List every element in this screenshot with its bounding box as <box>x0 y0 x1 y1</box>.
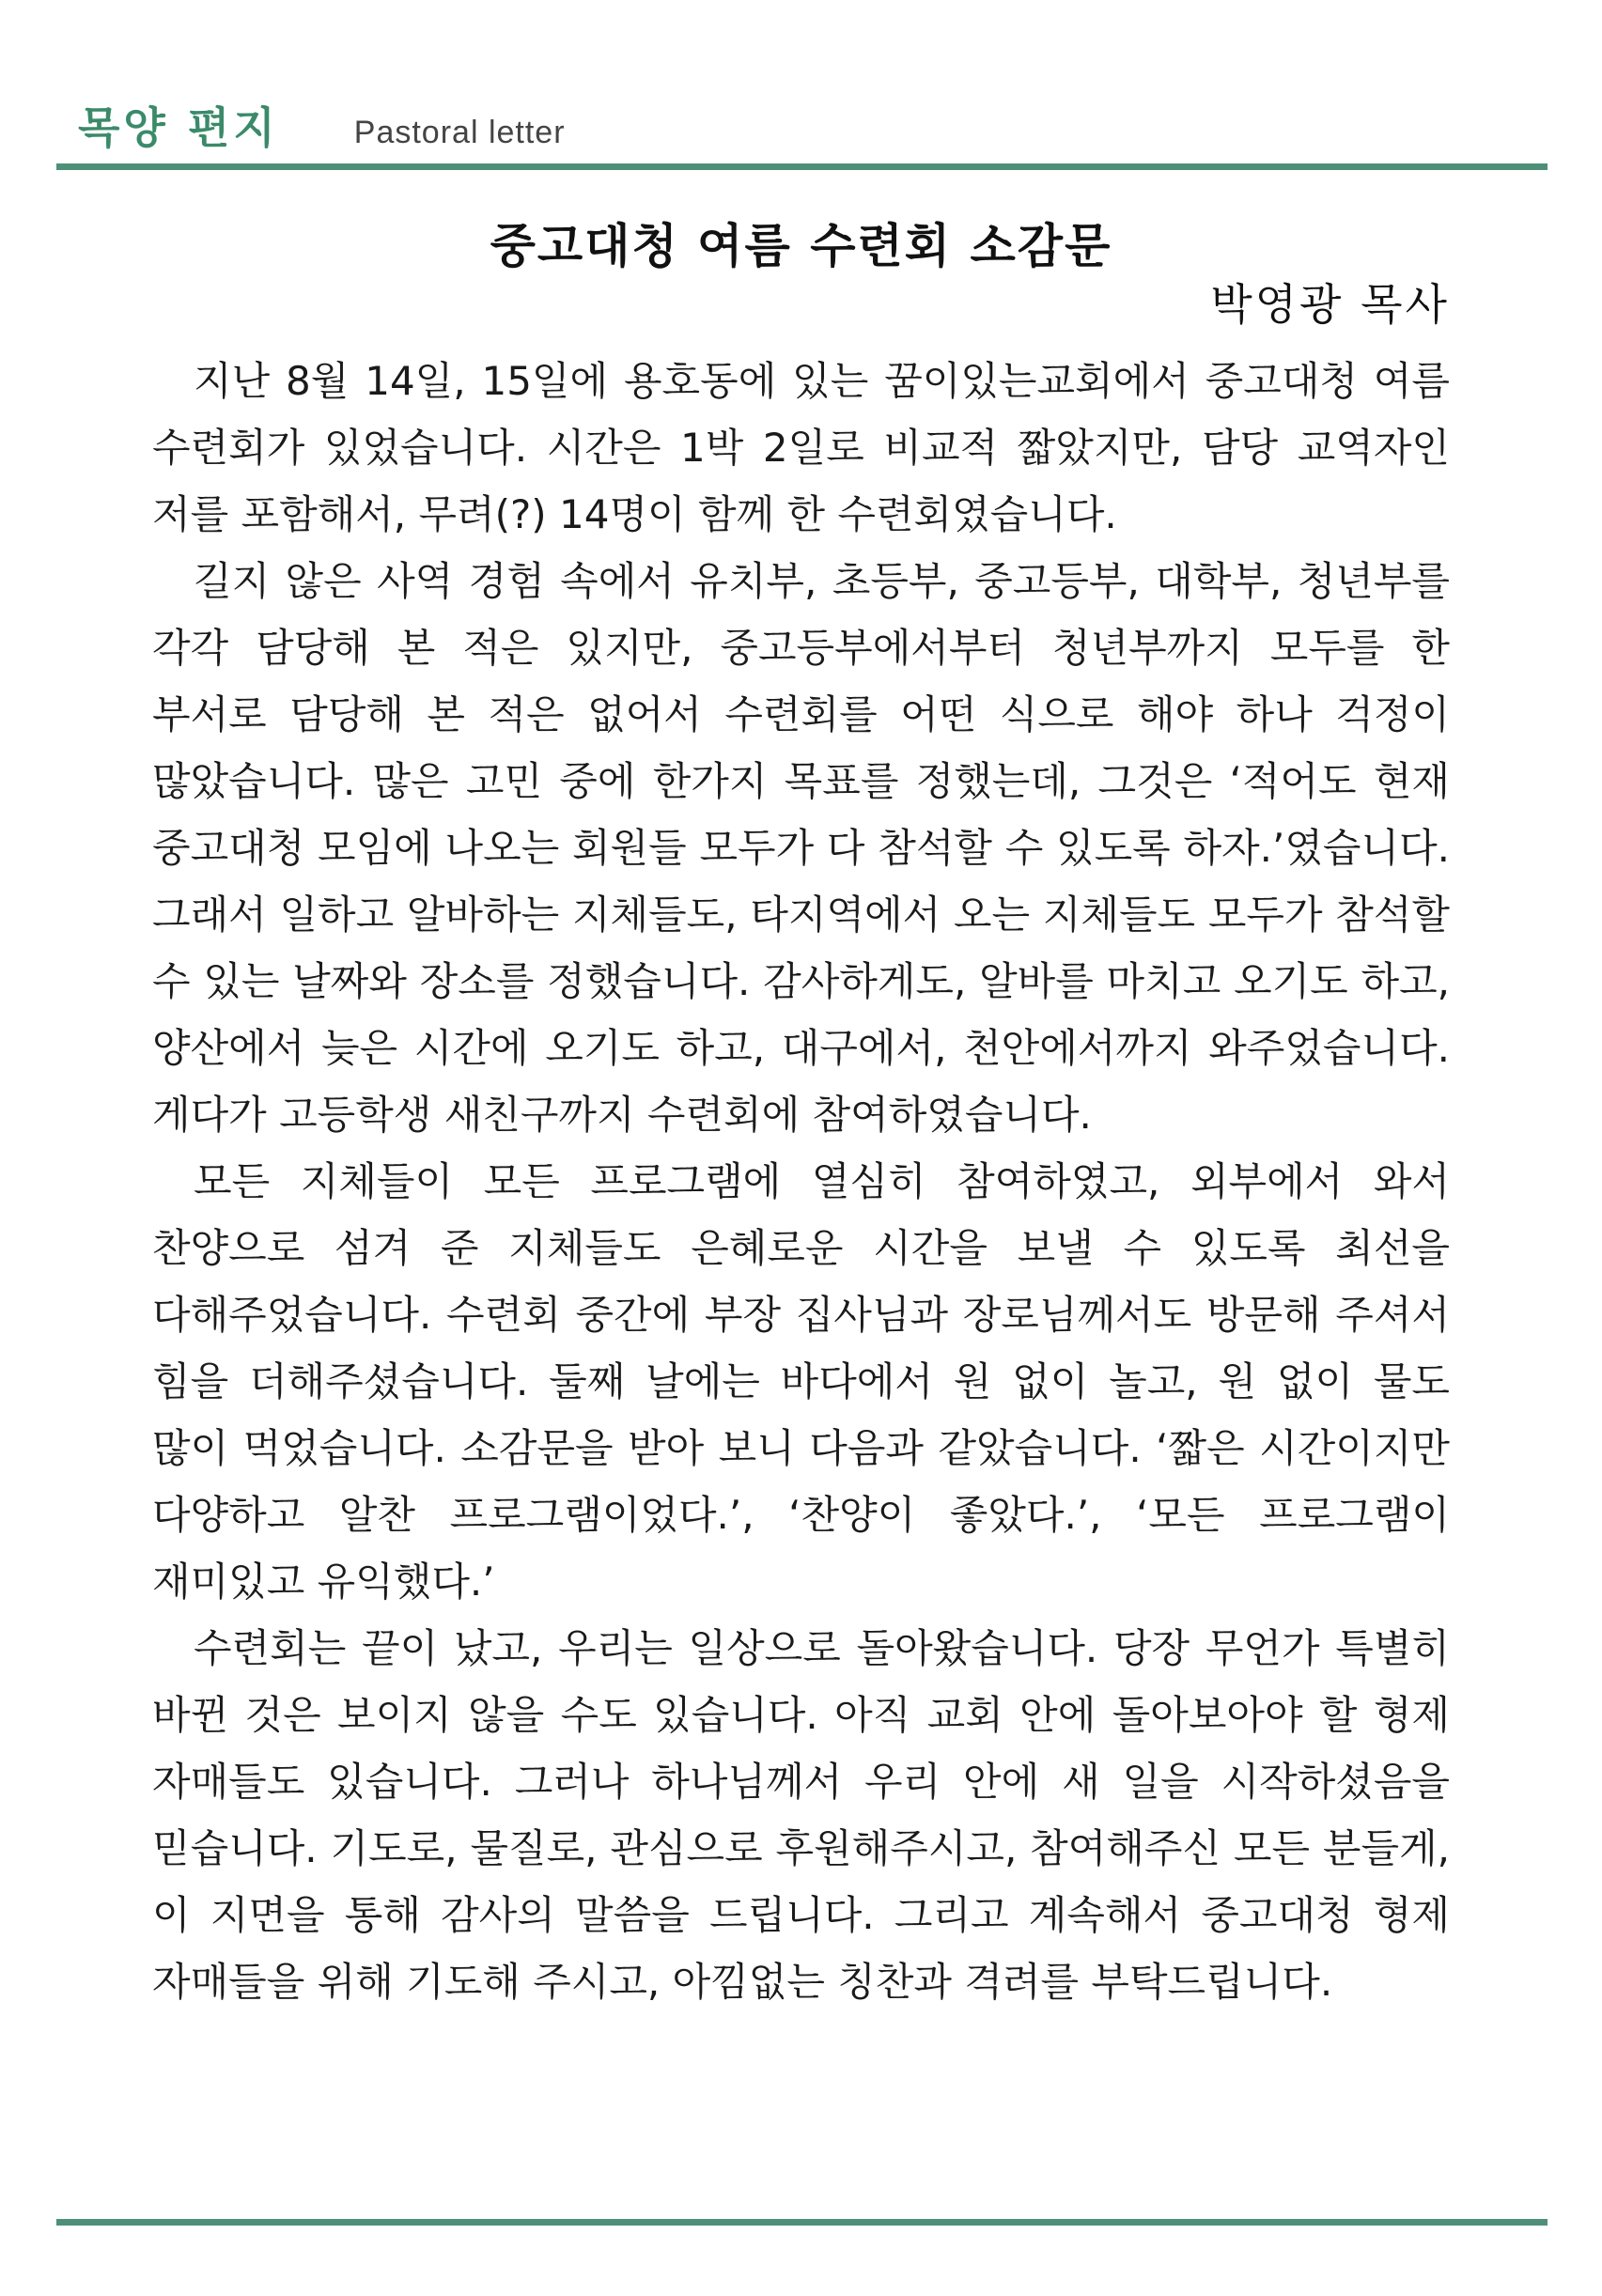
page-header <box>78 94 566 156</box>
paragraph: 수련회는 끝이 났고, 우리는 일상으로 돌아왔습니다. 당장 무언가 특별히 바뀐 것은 보이지 않을 수도 있습니다. 아직 교회 안에 돌아보아야 할 형제 자매들도 있습니다. 그러나 하나님께서 우리 안에 새 일을 시작하셨음을 믿습니다. 기도로, 물질로, 관심으로 후원해주시고, 참여해주신 모든 분들게, 이 지면을 통해 감사의 말씀을 드립니다. 그리고 계속해서 중고대청 형제 자매들을 위해 기도해 주시고, 아낌없는 칭찬과 격려를 부탁드립니다. <box>152 1625 1450 2005</box>
article-author: 박영광 목사 <box>1210 279 1450 330</box>
article-title: 중고대청 여름 수련회 소감문 <box>490 219 1112 273</box>
header-divider <box>56 163 1548 170</box>
paragraph: 지난 8월 14일, 15일에 용호동에 있는 꿈이있는교회에서 중고대청 여름 수련회가 있었습니다. 시간은 1박 2일로 비교적 짧았지만, 담당 교역자인 저를 포함해서, 무려(?) 14명이 함께 한 수련회였습니다. <box>152 358 1450 537</box>
footer-divider <box>56 2219 1548 2226</box>
section-title: 목양 편지 <box>78 102 279 153</box>
section-subtitle: Pastoral letter <box>353 115 566 150</box>
paragraph: 모든 지체들이 모든 프로그램에 열심히 참여하였고, 외부에서 와서 찬양으로 섬겨 준 지체들도 은혜로운 시간을 보낼 수 있도록 최선을 다해주었습니다. 수련회 중간에 부장 집사님과 장로님께서도 방문해 주셔서 힘을 더해주셨습니다. 둘째 날에는 바다에서 원 없이 놀고, 원 없이 물도 많이 먹었습니다. 소감문을 받아 보니 다음과 같았습니다. ‘짧은 시간이지만 다양하고 알찬 프로그램이었다.’, ‘찬양이 좋았다.’, ‘모든 프로그램이 재미있고 유익했다.’ <box>152 1158 1450 1605</box>
article-body <box>152 348 1450 2015</box>
paragraph: 길지 않은 사역 경험 속에서 유치부, 초등부, 중고등부, 대학부, 청년부를 각각 담당해 본 적은 있지만, 중고등부에서부터 청년부까지 모두를 한 부서로 담당해 본 적은 없어서 수련회를 어떤 식으로 해야 하나 걱정이 많았습니다. 많은 고민 중에 한가지 목표를 정했는데, 그것은 ‘적어도 현재 중고대청 모임에 나오는 회원들 모두가 다 참석할 수 있도록 하자.’였습니다. 그래서 일하고 알바하는 지체들도, 타지역에서 오는 지체들도 모두가 참석할 수 있는 날짜와 장소를 정했습니다. 감사하게도, 알바를 마치고 오기도 하고, 양산에서 늦은 시간에 오기도 하고, 대구에서, 천안에서까지 와주었습니다. 게다가 고등학생 새친구까지 수련회에 참여하였습니다. <box>152 558 1450 1138</box>
